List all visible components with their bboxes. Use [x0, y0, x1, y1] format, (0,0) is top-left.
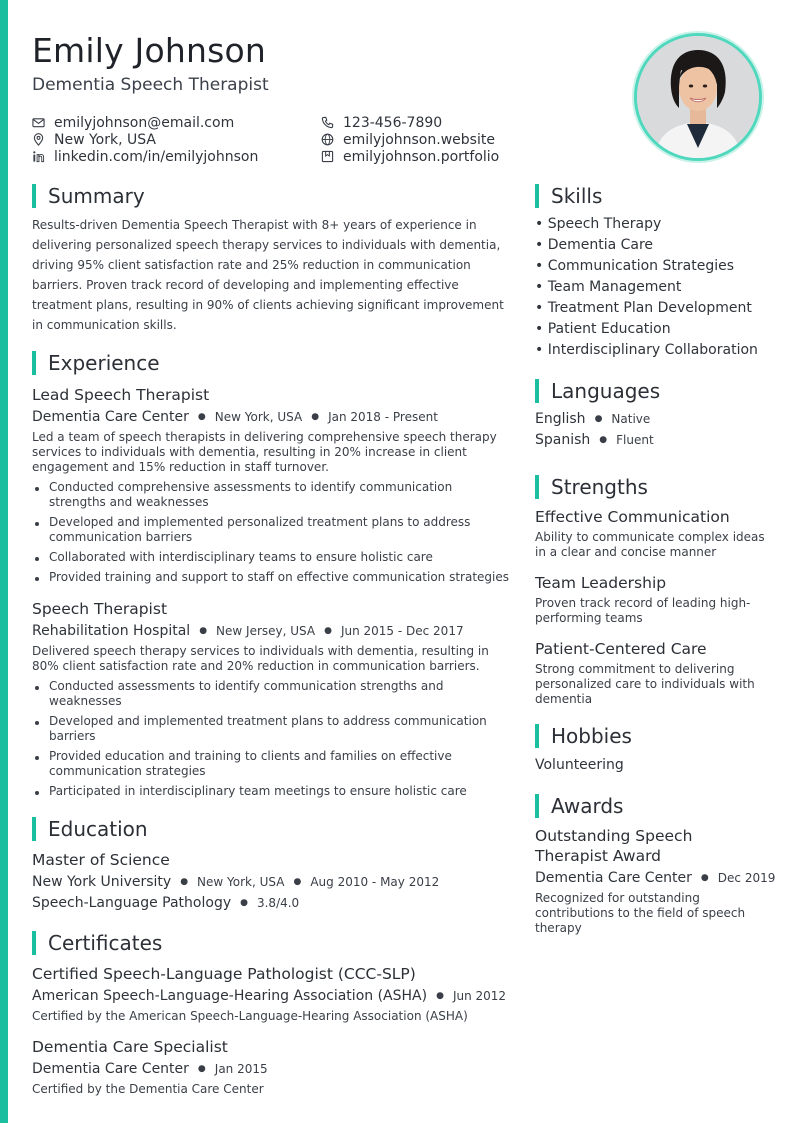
skill-item: • Interdisciplinary Collaboration — [535, 342, 758, 358]
certificate-description: Certified by the American Speech-Language-Hearing Association (ASHA) — [32, 1009, 468, 1023]
job-bullet: Developed and implemented personalized treatment plans to address communication barriers — [32, 515, 512, 545]
separator-dot: ● — [197, 1064, 206, 1074]
strength-item — [535, 639, 770, 707]
job-location: New York, USA — [214, 410, 303, 424]
awards-heading — [535, 794, 770, 818]
strength-title: Patient-Centered Care — [535, 640, 707, 658]
languages-heading-text: Languages — [551, 379, 661, 403]
heading-accent — [535, 475, 539, 499]
candidate-title: Dementia Speech Therapist — [32, 75, 269, 95]
portfolio-text: emilyjohnson.portfolio — [343, 148, 500, 165]
skill-item: • Dementia Care — [535, 237, 654, 253]
email-text: emilyjohnson@email.com — [54, 114, 235, 131]
job-bullet: Provided education and training to clients and families on effective communication strategies — [32, 749, 512, 779]
certificate-description: Certified by the Dementia Care Center — [32, 1082, 264, 1096]
certificate-name: Dementia Care Specialist — [32, 1038, 228, 1056]
job-bullets — [32, 480, 512, 585]
heading-accent — [32, 351, 36, 375]
separator-dot: ● — [594, 414, 603, 424]
accent-bar — [0, 0, 8, 1123]
experience-heading-text: Experience — [48, 351, 160, 375]
heading-accent — [32, 817, 36, 841]
language-item — [535, 430, 770, 451]
hobby-item: Volunteering — [535, 757, 624, 773]
education-heading-text: Education — [48, 817, 148, 841]
gpa: 3.8/4.0 — [256, 896, 300, 910]
summary-heading-text: Summary — [48, 184, 145, 208]
linkedin-icon — [32, 150, 45, 163]
contact-linkedin[interactable] — [32, 148, 258, 165]
location-text: New York, USA — [54, 131, 156, 148]
contact-email[interactable] — [32, 114, 234, 131]
separator-dot: ● — [700, 873, 709, 883]
language-level: Fluent — [616, 433, 654, 447]
certificate-date: Jan 2015 — [214, 1062, 268, 1076]
languages-list — [535, 409, 770, 451]
profile-photo — [634, 33, 762, 161]
certificate-date: Jun 2012 — [452, 989, 507, 1003]
hobbies-heading-text: Hobbies — [551, 724, 632, 748]
separator-dot: ● — [599, 435, 608, 445]
job-title: Speech Therapist — [32, 600, 168, 618]
phone-icon — [321, 116, 334, 129]
strength-title: Effective Communication — [535, 508, 730, 526]
job-bullets — [32, 679, 512, 799]
portrait-image — [637, 36, 759, 158]
strength-description: Proven track record of leading high-performing teams — [535, 596, 751, 625]
skill-item: • Communication Strategies — [535, 258, 735, 274]
awards-heading-text: Awards — [551, 794, 624, 818]
globe-icon — [321, 133, 334, 146]
field-of-study: Speech-Language Pathology — [32, 895, 232, 911]
strength-item — [535, 507, 770, 560]
certificate-issuer: Dementia Care Center — [32, 1061, 189, 1077]
education-dates: Aug 2010 - May 2012 — [310, 875, 440, 889]
separator-dot: ● — [311, 412, 320, 422]
map-pin-icon — [32, 133, 45, 146]
award-issuer: Dementia Care Center — [535, 870, 692, 886]
languages-heading — [535, 379, 770, 403]
certificate-issuer: American Speech-Language-Hearing Association (ASHA) — [32, 988, 428, 1004]
certificate-name: Certified Speech-Language Pathologist (CCC-SLP) — [32, 965, 416, 983]
education-heading — [32, 817, 512, 841]
website-text: emilyjohnson.website — [343, 131, 495, 148]
certificate-entry — [32, 964, 512, 1024]
job-bullet: Collaborated with interdisciplinary teams to ensure holistic care — [32, 550, 512, 565]
school-name: New York University — [32, 874, 172, 890]
job-bullet: Conducted assessments to identify communication strengths and weaknesses — [32, 679, 512, 709]
certificates-heading-text: Certificates — [48, 931, 163, 955]
award-description: Recognized for outstanding contributions to the field of speech therapy — [535, 891, 746, 935]
job-description: Delivered speech therapy services to individuals with dementia, resulting in 80% client satisfaction rate and 20% reduction in communication barriers. — [32, 644, 489, 673]
strength-item — [535, 573, 770, 626]
heading-accent — [535, 184, 539, 208]
hobbies-heading — [535, 724, 770, 748]
separator-dot: ● — [293, 877, 302, 887]
education-field-row — [32, 893, 512, 913]
job-bullet: Conducted comprehensive assessments to identify communication strengths and weaknesses — [32, 480, 512, 510]
degree-title: Master of Science — [32, 851, 170, 869]
contact-list — [32, 114, 632, 168]
certificate-meta — [32, 986, 512, 1006]
strength-description: Ability to communicate complex ideas in a clear and concise manner — [535, 530, 765, 559]
contact-phone[interactable] — [321, 114, 442, 131]
certificate-meta — [32, 1059, 512, 1079]
candidate-name: Emily Johnson — [32, 31, 267, 70]
summary-heading — [32, 184, 512, 208]
skill-item: • Patient Education — [535, 321, 671, 337]
job-dates: Jun 2015 - Dec 2017 — [340, 624, 464, 638]
job-description: Led a team of speech therapists in delivering comprehensive speech therapy services to individuals with dementia, resulting in 20% increase in client engagement and 15% reduction in staff turnover. — [32, 430, 497, 474]
contact-website[interactable] — [321, 131, 495, 148]
language-level: Native — [611, 412, 651, 426]
contact-portfolio[interactable] — [321, 148, 499, 165]
right-column — [535, 184, 776, 936]
job-dates: Jan 2018 - Present — [328, 410, 438, 424]
resume-header — [32, 30, 632, 168]
strength-title: Team Leadership — [535, 574, 667, 592]
left-column — [32, 184, 512, 1097]
separator-dot: ● — [197, 412, 206, 422]
mail-icon — [32, 116, 45, 129]
summary-text: Results-driven Dementia Speech Therapist with 8+ years of experience in delivering personalized speech therapy services to individuals with dementia, driving 95% client satisfaction rate and 25% reduction in communication barriers. Proven track record of developing and implementing effective treatment plans, resulting in 90% of clients achieving significant improvement in communication skills. — [32, 218, 504, 332]
heading-accent — [32, 184, 36, 208]
language-item — [535, 409, 770, 430]
strengths-heading — [535, 475, 770, 499]
job-company: Dementia Care Center — [32, 409, 189, 425]
education-meta — [32, 872, 512, 892]
separator-dot: ● — [436, 991, 444, 1001]
heading-accent — [32, 931, 36, 955]
bookmark-icon — [321, 150, 334, 163]
strengths-heading-text: Strengths — [551, 475, 648, 499]
contact-location — [32, 131, 156, 148]
separator-dot: ● — [180, 877, 189, 887]
award-title: Outstanding Speech Therapist Award — [535, 827, 693, 865]
phone-text: 123-456-7890 — [343, 114, 443, 131]
skills-heading-text: Skills — [551, 184, 603, 208]
heading-accent — [535, 379, 539, 403]
job-meta — [32, 407, 512, 427]
skill-item: • Team Management — [535, 279, 682, 295]
job-entry — [32, 599, 512, 799]
award-date: Dec 2019 — [717, 871, 776, 885]
language-name: English — [535, 411, 586, 427]
skills-heading — [535, 184, 770, 208]
strength-description: Strong commitment to delivering personalized care to individuals with dementia — [535, 662, 755, 706]
linkedin-text: linkedin.com/in/emilyjohnson — [54, 148, 259, 165]
skill-item: • Speech Therapy — [535, 216, 662, 232]
separator-dot: ● — [240, 898, 248, 908]
school-location: New York, USA — [197, 875, 285, 889]
job-meta — [32, 621, 512, 641]
certificate-entry — [32, 1037, 512, 1097]
separator-dot: ● — [324, 626, 332, 636]
job-bullet: Provided training and support to staff on effective communication strategies — [32, 570, 512, 585]
job-company: Rehabilitation Hospital — [32, 623, 191, 639]
separator-dot: ● — [199, 626, 208, 636]
certificates-heading — [32, 931, 512, 955]
award-meta — [535, 868, 776, 888]
job-bullet: Developed and implemented treatment plans to address communication barriers — [32, 714, 512, 744]
job-title: Lead Speech Therapist — [32, 386, 210, 404]
skill-item: • Treatment Plan Development — [535, 300, 752, 316]
heading-accent — [535, 724, 539, 748]
award-item — [535, 826, 776, 936]
skills-list — [535, 214, 770, 361]
heading-accent — [535, 794, 539, 818]
job-bullet: Participated in interdisciplinary team meetings to ensure holistic care — [32, 784, 512, 799]
job-location: New Jersey, USA — [216, 624, 316, 638]
job-entry — [32, 385, 512, 585]
experience-heading — [32, 351, 512, 375]
language-name: Spanish — [535, 432, 591, 448]
